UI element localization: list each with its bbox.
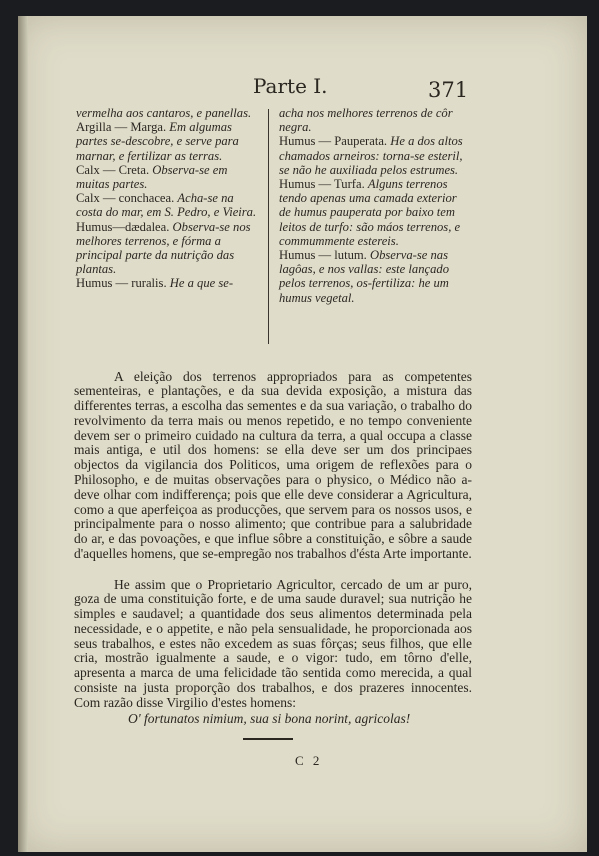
list-item: acha nos melhores terrenos de côr negra. xyxy=(279,106,453,135)
book-page xyxy=(18,16,587,852)
list-item: Humus — ruralis. He a que se- xyxy=(76,276,234,291)
list-item: Calx — Creta. Observa-se em muitas partes. xyxy=(76,162,228,192)
list-item: Humus—dædalea. Observa-se nos melhores terrenos, e fórma a principal parte da nutrição das plantas. xyxy=(76,219,251,277)
right-column xyxy=(279,106,469,305)
list-item: Humus — lutum. Observa-se nas lagôas, e nos vallas: este lançado pelos terrenos, os-fertiliza: he um humus vegetal. xyxy=(279,248,449,305)
list-item: Calx — conchacea. Acha-se na costa do mar, em S. Pedro, e Vieira. xyxy=(76,191,257,220)
body-paragraph: A eleição dos terrenos appropriados para as competentes sementeiras, e plantações, e da sua devida exposição, a mistura das differentes terras, a escolha das sementes e da sua variação, o trabalho do revolvimento da terra mais ou menos repetido, e no tempo conveniente devem ser o primeiro cuidado na cultura da terra, a qual occupa a classe mais antiga, e util dos homens: se ella deve ser um dos principaes objectos da vigilancia dos Politicos, uma origem de reflexões para o Philosopho, e de muitas observações para o physico, o Médico não a-deve olhar com indifferença; pois que elle deve considerar a Agricultura, como a que aperfeiçoa as producções, que servem para os nossos usos, e principalmente para o nosso alimento; que contribue para a salubridade do ar, e das povoações, e que influe sôbre a constituição, e sôbre a saude d'aquelles homens, que se-empregão nos trabalhos d'ésta Arte importante. xyxy=(74,368,472,562)
list-item: Humus — Pauperata. He a dos altos chamados arneiros: torna-se esteril, se não he auxiliada pelos estrumes. xyxy=(279,134,463,177)
list-item: Humus — Turfa. Alguns terrenos tendo apenas uma camada exterior de humus pauperata por baixo tem leitos de turfo: são máos terrenos, e commummente estereis. xyxy=(279,177,461,248)
latin-quote: O' fortunatos nimium, sua si bona norint, agricolas! xyxy=(128,711,411,726)
list-item: Argilla — Marga. Em algumas partes se-descobre, e serve para marnar, e fertilizar as terras. xyxy=(76,120,239,163)
column-divider xyxy=(268,109,269,344)
running-header: Parte I. xyxy=(253,74,328,98)
left-column xyxy=(76,106,262,291)
page-number: 371 xyxy=(428,78,469,102)
page-gutter xyxy=(18,16,28,852)
divider-rule xyxy=(243,738,293,740)
list-item: vermelha aos cantaros, e panellas. xyxy=(76,106,252,120)
body-paragraph: He assim que o Proprietario Agricultor, cercado de um ar puro, goza de uma constituição forte, e de uma saude duravel; sua nutrição he simples e saudavel; a quantidade dos seus alimentos determinada pela necessidade, e o appetite, e não pela sensualidade, he proporcionada aos seus trabalhos, e estes não excedem as suas fôrças; seus filhos, que elle cria, mostrão igualmente a saude, e o vigor: tudo, em tôrno d'elle, apresenta a marca de uma felicidade tão sentida como merecida, a qual consiste na justa proporção dos trabalhos, e dos prazeres innocentes. Com razão disse Virgilio d'estes homens: xyxy=(74,576,472,710)
signature-mark: C 2 xyxy=(295,753,323,768)
